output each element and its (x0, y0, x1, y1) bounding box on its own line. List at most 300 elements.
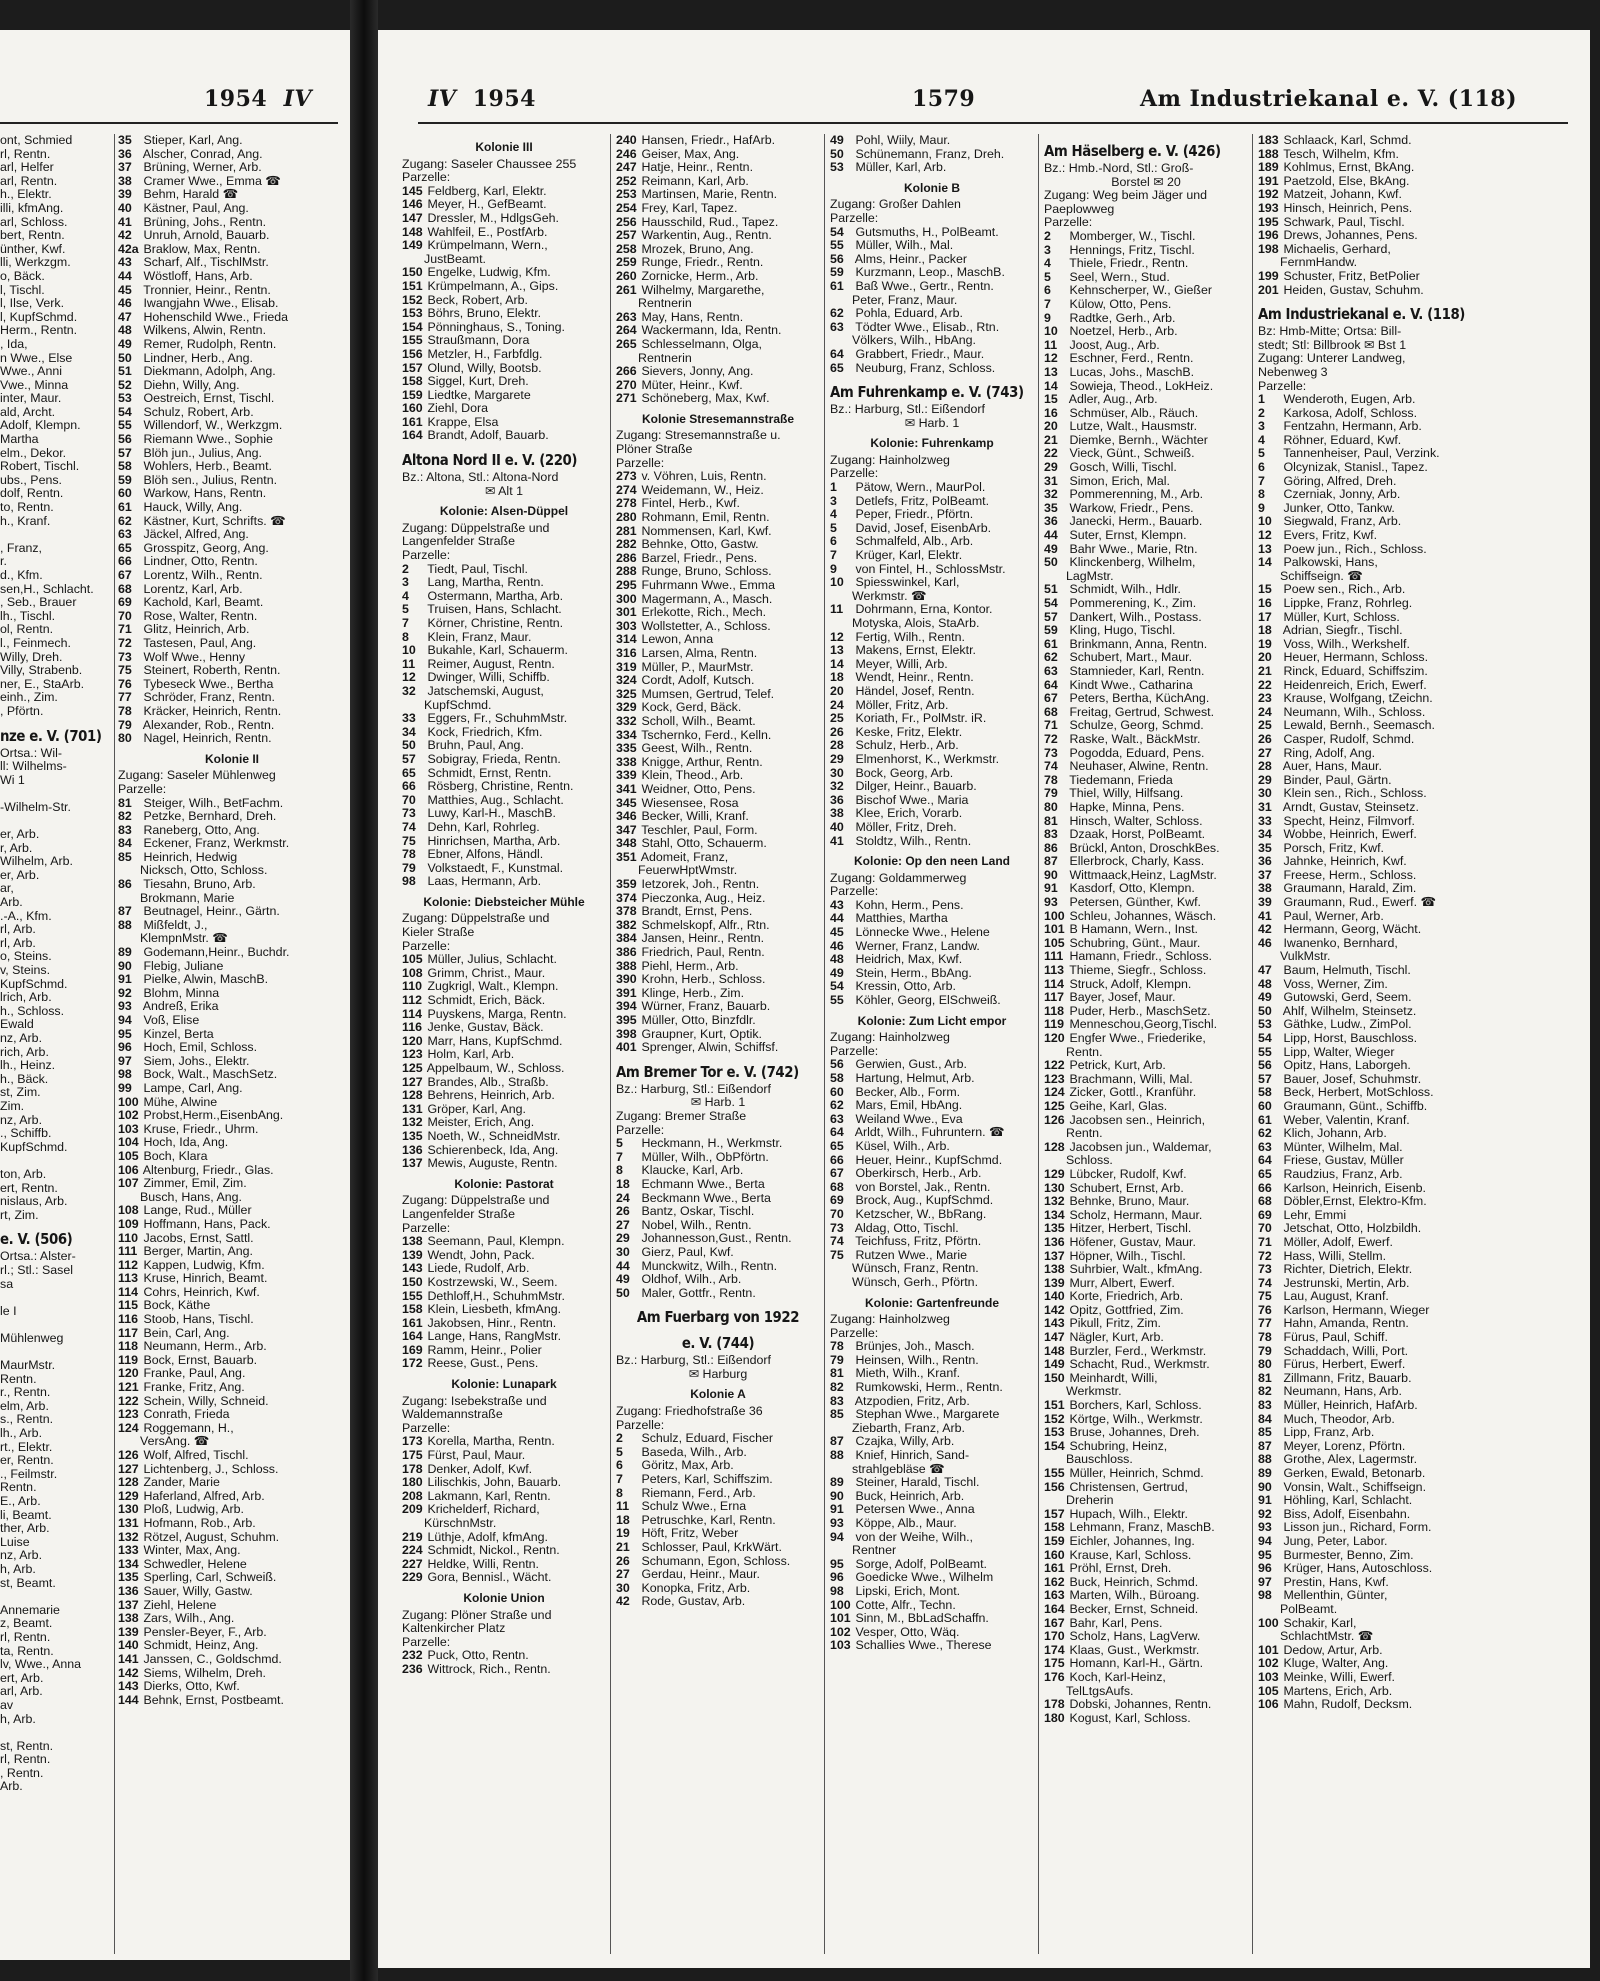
directory-entry (118, 256, 346, 270)
directory-entry (1258, 638, 1474, 652)
entry-text: Schwark, Paul, Tischl. (1280, 215, 1405, 229)
directory-entry (616, 1500, 820, 1514)
parcel-number: 4 (830, 508, 837, 522)
directory-entry (402, 1235, 606, 1249)
directory-entry (1258, 447, 1474, 461)
directory-entry (616, 161, 820, 175)
entry-text: Opitz, Hans, Laborgeh. (1280, 1059, 1411, 1073)
directory-entry (118, 270, 346, 284)
parcel-number: 180 (1044, 1711, 1065, 1725)
entry-text: Christensen, Gertrud, (1066, 1480, 1188, 1494)
parcel-number: 145 (402, 184, 423, 198)
directory-entry (1044, 244, 1248, 258)
directory-entry (402, 1476, 606, 1490)
entry-text: Möller, Adolf, Ewerf. (1280, 1235, 1393, 1249)
parcel-number: 124 (1044, 1086, 1065, 1100)
entry-text: Wobbe, Heinrich, Ewerf. (1280, 828, 1417, 842)
directory-entry (402, 563, 606, 577)
directory-entry (616, 783, 820, 797)
entry-text: Schlesselmann, Olga, (638, 337, 762, 351)
directory-entry (616, 946, 820, 960)
left-header-year: 1954 (204, 86, 268, 112)
directory-entry (1258, 1032, 1474, 1046)
directory-entry (616, 538, 820, 552)
parcel-number: 111 (1044, 950, 1064, 964)
entry-text: Jung, Peter, Labor. (1280, 1534, 1388, 1548)
directory-entry (1044, 1086, 1248, 1100)
fragment-line: Wi 1 (0, 773, 25, 787)
parcel-number: 3 (830, 494, 837, 508)
parcel-number: 117 (1044, 991, 1064, 1005)
parcel-number: 32 (402, 684, 416, 698)
directory-entry (118, 1463, 346, 1477)
directory-entry (1044, 1195, 1248, 1209)
entry-text: Jatschemski, August, (424, 684, 544, 698)
directory-entry (1044, 719, 1248, 733)
directory-entry (830, 134, 1034, 148)
directory-entry (830, 1612, 1034, 1626)
directory-entry (830, 1517, 1034, 1531)
entry-text: Eichler, Johannes, Ing. (1066, 1534, 1195, 1548)
directory-entry (1258, 787, 1474, 801)
directory-entry (1258, 175, 1474, 189)
entry-text: Koriath, Fr., PolMstr. iR. (852, 712, 987, 726)
entry-text: Tiesahn, Bruno, Arb. (140, 878, 256, 892)
entry-text: Küsel, Wilh., Arb. (852, 1139, 950, 1153)
entry-text: Burmester, Benno, Zim. (1280, 1548, 1414, 1562)
info-line: Zugang: Saseler Mühlenweg (118, 769, 276, 783)
parcel-number: 319 (616, 660, 637, 674)
directory-entry (1258, 719, 1474, 733)
directory-entry (830, 280, 1034, 294)
parcel-number: 159 (1044, 1534, 1065, 1548)
entry-text: Adomeit, Franz, (638, 850, 729, 864)
parcel-number: 30 (830, 766, 844, 780)
entry-text: Frey, Karl, Tapez. (638, 201, 738, 215)
directory-entry (1044, 1141, 1248, 1155)
fragment-line: rl, Rentn. (0, 1630, 51, 1644)
info-line: Zugang: Stresemannstraße u. (616, 429, 781, 443)
parcel-number: 128 (1044, 1140, 1065, 1154)
parcel-number: 126 (118, 1449, 139, 1462)
directory-entry (1258, 583, 1474, 597)
fragment-line: o, Steins. (0, 950, 52, 964)
entry-text: Much, Theodor, Arb. (1280, 1412, 1395, 1426)
entry-text: Freitag, Gertrud, Schwest. (1066, 705, 1215, 719)
entry-text: Becker, Willi, Kranf. (638, 810, 749, 824)
entry-text: Matzeit, Johann, Kwf. (1280, 188, 1402, 202)
entry-text: Ring, Adolf, Ang. (1280, 746, 1376, 760)
parcel-number: 70 (830, 1207, 844, 1221)
entry-text: Schuster, Fritz, BetPolier (1280, 269, 1420, 283)
directory-entry (402, 767, 606, 781)
parcel-number: 151 (1044, 1399, 1065, 1413)
entry-text: Krümpelmann, A., Gips. (424, 279, 559, 293)
directory-entry (1044, 1603, 1248, 1617)
parcel-number: 18 (616, 1177, 630, 1191)
entry-text: Müter, Heinr., Kwf. (638, 378, 743, 392)
entry-text: Krause, Karl, Schloss. (1066, 1548, 1192, 1562)
entry-text: Casper, Rudolf, Schmd. (1280, 732, 1415, 746)
parcel-number: 24 (830, 698, 844, 712)
parcel-number: 271 (616, 392, 637, 406)
parcel-number: 89 (118, 946, 132, 960)
entry-text: Kruse, Hinrich, Beamt. (140, 1272, 268, 1286)
parcel-number: 8 (402, 630, 409, 644)
directory-entry (1258, 692, 1474, 706)
entry-text: Martens, Erich, Arb. (1280, 1684, 1393, 1698)
entry-text: Lucas, Johs., MaschB. (1066, 365, 1195, 379)
entry-text: Nobel, Wilh., Rentn. (638, 1218, 752, 1232)
parcel-number: 1 (830, 481, 837, 495)
directory-entry (1044, 1426, 1248, 1440)
entry-text: Gerdau, Heinr., Maur. (638, 1568, 760, 1582)
parcel-number: 109 (118, 1217, 139, 1231)
entry-text: Hass, Willi, Stellm. (1280, 1249, 1387, 1263)
parcel-number: 34 (402, 725, 416, 739)
entry-text: Sperling, Carl, Schweiß. (140, 1571, 277, 1585)
parcel-number: 1 (1258, 393, 1265, 407)
parcel-number: 174 (1044, 1643, 1065, 1657)
directory-entry (1258, 216, 1474, 230)
entry-text: Fentzahn, Hermann, Arb. (1280, 420, 1422, 434)
entry-text: Puyskens, Marga, Rentn. (424, 1007, 567, 1021)
parcel-number: 112 (402, 994, 422, 1008)
parcel-number: 346 (616, 810, 637, 824)
parcel-number: 27 (616, 1568, 630, 1582)
parcel-number: 153 (402, 307, 423, 321)
parcel-number: 256 (616, 215, 637, 229)
entry-text: Hoch, Ida, Ang. (140, 1136, 229, 1150)
entry-text: Ietzorek, Joh., Rentn. (638, 878, 760, 892)
directory-entry (118, 542, 346, 556)
parcel-number: 29 (1044, 461, 1058, 475)
parcel-number: 87 (1044, 855, 1058, 869)
directory-entry (118, 1232, 346, 1246)
parcel-number: 81 (118, 796, 132, 810)
directory-entry (402, 1103, 606, 1117)
parcel-number: 48 (1258, 977, 1272, 991)
directory-entry (402, 1262, 606, 1276)
entry-text: Rumkowski, Herm., Rentn. (852, 1381, 1003, 1395)
directory-entry (830, 821, 1034, 835)
entry-text: Lindner, Herb., Ang. (140, 351, 253, 365)
parcel-number: 65 (118, 541, 132, 555)
parcel-number: 124 (118, 1421, 139, 1435)
parcel-number: 265 (616, 337, 637, 351)
entry-text: Volkstaedt, F., Kunstmal. (424, 861, 564, 875)
entry-text: Ziehl, Helene (140, 1598, 217, 1612)
parcel-number: 45 (830, 926, 844, 940)
directory-entry (1258, 1426, 1474, 1440)
parcel-number: 50 (118, 351, 132, 365)
entry-text: Grabbert, Friedr., Maur. (852, 347, 985, 361)
parcel-number: 74 (402, 820, 416, 834)
entry-text: Fertig, Wilh., Rentn. (852, 630, 965, 644)
directory-entry (402, 658, 606, 672)
parcel-number: 24 (616, 1191, 630, 1205)
entry-text: Krohn, Herb., Schloss. (638, 973, 766, 987)
directory-entry (616, 892, 820, 906)
directory-entry (1044, 1440, 1248, 1454)
parcel-number: 173 (402, 1435, 423, 1449)
directory-entry (616, 484, 820, 498)
directory-entry (830, 712, 1034, 726)
entry-text: Hoffmann, Hans, Pack. (140, 1217, 271, 1231)
directory-entry (118, 623, 346, 637)
parcel-number: 35 (1044, 501, 1058, 515)
parcel-number: 74 (1258, 1276, 1272, 1290)
parcel-number: 111 (118, 1245, 138, 1259)
parcel-number: 261 (616, 283, 637, 297)
entry-text: Burzler, Ferd., Werkmstr. (1066, 1344, 1207, 1358)
parcel-number: 4 (1044, 257, 1051, 271)
entry-text: Wendt, John, Pack. (424, 1248, 535, 1262)
directory-entry (118, 973, 346, 987)
entry-text: Teschler, Paul, Form. (638, 823, 758, 837)
entry-text: Schumann, Egon, Schloss. (638, 1554, 791, 1568)
entry-text: Jacobs, Ernst, Sattl. (140, 1231, 254, 1245)
entry-continuation: Schloss. (1066, 1154, 1113, 1168)
entry-text: Liede, Rudolf, Arb. (424, 1262, 530, 1276)
entry-text: Blöh jun., Julius, Ang. (140, 446, 262, 460)
parcel-number: 28 (830, 739, 844, 753)
entry-text: Lewald, Bernh., Seemasch. (1280, 719, 1435, 733)
parcel-number: 180 (402, 1476, 423, 1490)
entry-continuation: Rentnerin (638, 351, 692, 365)
entry-continuation: strahlgebläse ☎ (852, 1462, 945, 1476)
entry-text: Scholl, Wilh., Beamt. (638, 714, 756, 728)
info-line: Bz.: Altona, Stl.: Altona-Nord (402, 471, 559, 485)
parcel-number: 114 (118, 1285, 138, 1299)
fragment-line: lh., Arb. (0, 1427, 43, 1441)
parcel-number: 96 (830, 1571, 844, 1585)
entry-text: Sinn, M., BbLadSchaffn. (852, 1612, 989, 1626)
directory-entry (118, 960, 346, 974)
directory-entry (118, 460, 346, 474)
entry-text: Schleu, Johannes, Wäsch. (1066, 909, 1217, 923)
entry-text: Feldberg, Karl, Elektr. (424, 184, 547, 198)
parcel-number: 161 (1044, 1562, 1065, 1576)
parcel-number: 314 (616, 633, 637, 647)
parcel-number: 119 (118, 1353, 138, 1367)
directory-entry (402, 1490, 606, 1504)
entry-text: Klaas, Gust., Werkmstr. (1066, 1643, 1200, 1657)
entry-text: Fürus, Herbert, Ewerf. (1280, 1358, 1406, 1372)
entry-text: Iwanenko, Bernhard, (1280, 936, 1398, 950)
entry-text: Wollstetter, A., Schloss. (638, 619, 771, 633)
directory-entry (830, 1249, 1034, 1263)
entry-text: Tiedemann, Frieda (1066, 773, 1173, 787)
directory-entry (1044, 1073, 1248, 1087)
directory-entry (1044, 420, 1248, 434)
directory-entry (1044, 828, 1248, 842)
parcel-number: 6 (1258, 461, 1265, 475)
directory-entry (1044, 1698, 1248, 1712)
entry-text: Seel, Wern., Stud. (1066, 270, 1170, 284)
parcel-number: 146 (402, 198, 423, 212)
entry-text: Tannenheiser, Paul, Verzink. (1280, 447, 1440, 461)
entry-text: Berger, Martin, Ang. (140, 1245, 253, 1259)
entry-text: Rose, Walter, Rentn. (140, 609, 258, 623)
directory-entry (830, 671, 1034, 685)
entry-text: Radtke, Gerh., Arb. (1066, 311, 1176, 325)
parcel-number: 110 (402, 980, 422, 994)
directory-entry (1044, 1304, 1248, 1318)
directory-entry (402, 1008, 606, 1022)
parcel-number: 388 (616, 959, 637, 973)
parcel-number: 81 (1258, 1371, 1272, 1385)
fragment-line: nz, Arb. (0, 1032, 43, 1045)
directory-entry (402, 1290, 606, 1304)
entry-text: Kressin, Otto, Arb. (852, 980, 956, 994)
directory-entry (1044, 801, 1248, 815)
entry-text: Martinsen, Marie, Rentn. (638, 188, 778, 202)
entry-text: Müller, Karl, Arb. (852, 161, 947, 175)
directory-entry (402, 1035, 606, 1049)
entry-text: Knigge, Arthur, Rentn. (638, 755, 763, 769)
directory-entry (616, 284, 820, 298)
directory-entry (118, 878, 346, 892)
parcel-number: 263 (616, 310, 637, 324)
entry-text: Elmenhorst, K., Werkmstr. (852, 752, 1000, 766)
entry-text: Eggers, Fr., SchuhmMstr. (424, 712, 568, 726)
directory-entry (1044, 978, 1248, 992)
directory-entry (1044, 1236, 1248, 1250)
fragment-line: st, Zim. (0, 1086, 41, 1100)
directory-entry (402, 1089, 606, 1103)
parcel-number: 79 (1044, 787, 1058, 801)
entry-text: Köppe, Alb., Maur. (852, 1517, 957, 1530)
entry-text: Riemann, Ferd., Arb. (638, 1486, 756, 1500)
directory-entry (1044, 529, 1248, 543)
directory-entry (402, 712, 606, 726)
entry-text: Reimann, Karl, Arb. (638, 174, 749, 188)
parcel-number: 288 (616, 565, 637, 579)
directory-entry (1258, 706, 1474, 720)
directory-entry (402, 294, 606, 308)
fragment-line: Arb. (0, 896, 23, 910)
entry-text: Sauer, Willy, Gastw. (140, 1584, 253, 1598)
entry-text: Beutnagel, Heinr., Gärtn. (140, 905, 280, 919)
parcel-number: 16 (1044, 406, 1058, 420)
entry-text: Schallies Wwe., Therese (852, 1639, 992, 1653)
fragment-line: lrich, Arb. (0, 991, 52, 1005)
info-line: Zugang: Saseler Chaussee 255 (402, 157, 577, 171)
entry-text: Echmann Wwe., Berta (638, 1177, 765, 1191)
info-line: Parzelle: (830, 1326, 879, 1340)
parcel-number: 21 (1044, 433, 1058, 447)
directory-entry (402, 1076, 606, 1090)
entry-text: Munckwitz, Wilh., Rentn. (638, 1259, 778, 1273)
directory-entry (1044, 869, 1248, 883)
entry-text: Schubring, Günt., Maur. (1066, 936, 1201, 950)
entry-text: Diekmann, Adolph, Ang. (140, 365, 276, 379)
parcel-number: 348 (616, 837, 637, 851)
entry-text: Oestreich, Ernst, Tischl. (140, 392, 275, 406)
parcel-number: 29 (830, 752, 844, 766)
parcel-number: 90 (1258, 1480, 1272, 1494)
entry-text: Kock, Gerd, Bäck. (638, 701, 742, 715)
entry-text: Brandt, Adolf, Bauarb. (424, 429, 549, 443)
parcel-number: 116 (402, 1021, 422, 1035)
directory-entry (1044, 502, 1248, 516)
parcel-number: 58 (1258, 1086, 1272, 1100)
directory-entry (830, 835, 1034, 849)
parcel-number: 195 (1258, 215, 1279, 229)
entry-text: Kling, Hugo, Tischl. (1066, 624, 1176, 638)
parcel-number: 232 (402, 1649, 423, 1663)
fragment-line: ., Feilmstr. (0, 1467, 58, 1481)
entry-text: Arldt, Wilh., Fuhruntern. ☎ (852, 1126, 1005, 1140)
directory-entry (830, 1235, 1034, 1249)
entry-text: Petrick, Kurt, Arb. (1066, 1059, 1166, 1073)
parcel-number: 3 (1258, 420, 1265, 434)
directory-entry (1258, 1114, 1474, 1128)
entry-text: Brinkmann, Anna, Rentn. (1066, 637, 1208, 651)
fragment-line: to, Rentn. (0, 501, 54, 515)
directory-entry (616, 202, 820, 216)
fragment-line: , Pförtn. (0, 704, 44, 718)
fragment-line: ubs., Pens. (0, 473, 62, 487)
entry-text: Franke, Paul, Ang. (140, 1367, 246, 1381)
directory-entry (118, 1082, 346, 1096)
directory-entry (118, 1653, 346, 1667)
parcel-number: 131 (402, 1102, 423, 1116)
parcel-number: 384 (616, 932, 637, 946)
entry-text: Klinge, Herb., Zim. (638, 986, 745, 1000)
parcel-number: 84 (1258, 1412, 1272, 1426)
entry-text: Gutsmuths, H., PolBeamt. (852, 225, 999, 239)
directory-entry (1044, 964, 1248, 978)
parcel-number: 11 (1044, 338, 1058, 352)
entry-text: Sowieja, Theod., LokHeiz. (1066, 379, 1214, 393)
entry-text: Schubert, Mart., Maur. (1066, 651, 1193, 665)
parcel-number: 152 (402, 293, 423, 307)
parcel-number: 88 (118, 918, 132, 932)
directory-entry (830, 940, 1034, 954)
entry-text: Schmelskopf, Alfr., Rtn. (638, 918, 770, 932)
directory-entry (118, 1245, 346, 1259)
parcel-number: 34 (1258, 828, 1272, 842)
directory-entry (1044, 923, 1248, 937)
entry-text: Mrozek, Bruno, Ang. (638, 242, 754, 256)
directory-entry (1044, 312, 1248, 326)
entry-text: Olund, Willy, Bootsb. (424, 361, 542, 375)
entry-text: Grosspitz, Georg, Ang. (140, 541, 269, 555)
parcel-number: 96 (118, 1041, 132, 1055)
parcel-number: 7 (402, 617, 409, 630)
parcel-number: 85 (1258, 1426, 1272, 1440)
parcel-number: 164 (402, 429, 423, 443)
entry-text: Zander, Marie (140, 1476, 220, 1490)
fragment-line: elm., Dekor. (0, 446, 67, 460)
entry-text: Noeth, W., SchneidMstr. (424, 1129, 561, 1143)
directory-entry (830, 362, 1034, 376)
entry-text: Hupach, Wilh., Elektr. (1066, 1507, 1188, 1521)
fragment-line: ol, Rentn. (0, 623, 54, 637)
entry-text: Lutze, Walt., Hausmstr. (1066, 420, 1198, 434)
parcel-number: 260 (616, 269, 637, 283)
directory-entry (1258, 1209, 1474, 1223)
parcel-number: 147 (402, 211, 423, 225)
directory-entry (830, 535, 1034, 549)
directory-entry (118, 1109, 346, 1123)
directory-entry (118, 297, 346, 311)
parcel-number: 62 (1258, 1127, 1272, 1141)
parcel-number: 121 (118, 1381, 139, 1395)
association-title: Am Fuhrenkamp e. V. (743) (830, 383, 1024, 402)
